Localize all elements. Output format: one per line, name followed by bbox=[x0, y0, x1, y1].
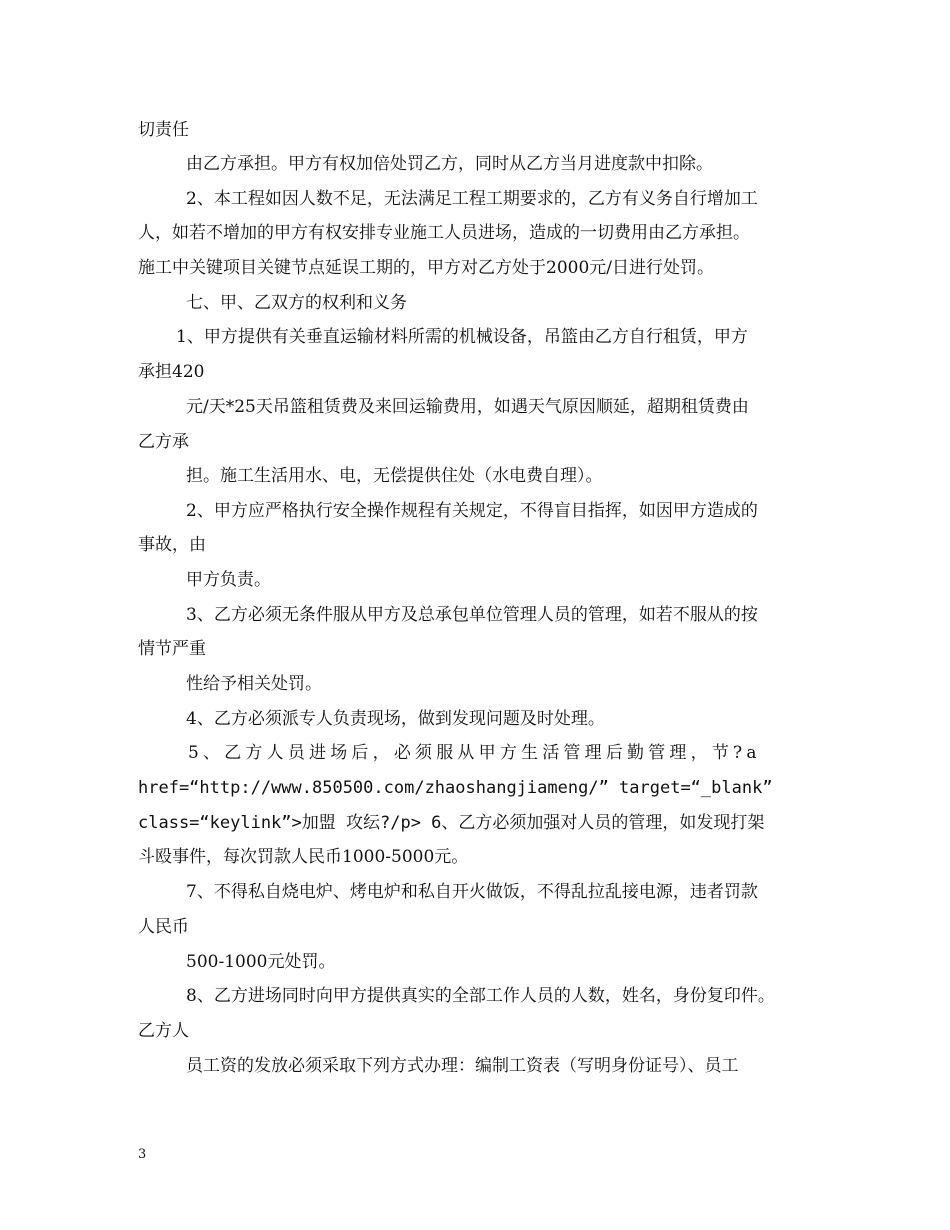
text-line: 承担420 bbox=[138, 362, 205, 382]
text-line: 7、不得私自烧电炉、烤电炉和私自开火做饭，不得乱拉乱接电源，违者罚款 bbox=[186, 882, 758, 902]
text-line: 切责任 bbox=[138, 120, 189, 140]
text-line: 5、乙方人员进场后，必须服从甲方生活管理后勤管理，节?a bbox=[188, 743, 761, 763]
text-line: 人民币 bbox=[138, 917, 189, 937]
text-line: 施工中关键项目关键节点延误工期的，甲方对乙方处于2000元/日进行处罚。 bbox=[138, 258, 714, 278]
text-line: class=“keylink”>加盟 攻纭?/p> 6、乙方必须加强对人员的管理，如发现打架 bbox=[138, 813, 765, 833]
text-line: 情节严重 bbox=[138, 639, 206, 659]
text-line: 2、甲方应严格执行安全操作规程有关规定，不得盲目指挥，如因甲方造成的 bbox=[186, 501, 758, 521]
text-line: 元/天*25天吊篮租赁费及来回运输费用，如遇天气原因顺延，超期租赁费由 bbox=[186, 397, 749, 417]
text-line: 2、本工程如因人数不足，无法满足工程工期要求的，乙方有义务自行增加工 bbox=[186, 189, 758, 209]
text-line: href=“http://www.850500.com/zhaoshangjiameng/” target=“_blank” bbox=[138, 778, 773, 798]
text-line: 甲方负责。 bbox=[186, 570, 271, 590]
text-line: 500-1000元处罚。 bbox=[186, 952, 336, 972]
text-line: 1、甲方提供有关垂直运输材料所需的机械设备，吊篮由乙方自行租赁，甲方 bbox=[176, 327, 748, 347]
text-line: 斗殴事件，每次罚款人民币1000-5000元。 bbox=[138, 847, 469, 867]
text-line: 担。施工生活用水、电，无偿提供住处（水电费自理）。 bbox=[186, 466, 603, 486]
page-number: 3 bbox=[138, 1147, 147, 1162]
text-line: 事故，由 bbox=[138, 535, 206, 555]
text-line: 员工资的发放必须采取下列方式办理：编制工资表（写明身份证号）、员工 bbox=[186, 1056, 739, 1076]
section-heading: 七、甲、乙双方的权利和义务 bbox=[186, 293, 407, 313]
text-line: 4、乙方必须派专人负责现场，做到发现问题及时处理。 bbox=[186, 709, 605, 729]
text-line: 性给予相关处罚。 bbox=[186, 674, 322, 694]
text-line: 8、乙方进场同时向甲方提供真实的全部工作人员的人数，姓名，身份复印件。 bbox=[186, 986, 775, 1006]
text-line: 3、乙方必须无条件服从甲方及总承包单位管理人员的管理，如若不服从的按 bbox=[186, 605, 758, 625]
text-line: 乙方承 bbox=[138, 432, 189, 452]
text-line: 人，如若不增加的甲方有权安排专业施工人员进场，造成的一切费用由乙方承担。 bbox=[138, 223, 750, 243]
text-line: 乙方人 bbox=[138, 1021, 189, 1041]
text-line: 由乙方承担。甲方有权加倍处罚乙方，同时从乙方当月进度款中扣除。 bbox=[186, 154, 713, 174]
